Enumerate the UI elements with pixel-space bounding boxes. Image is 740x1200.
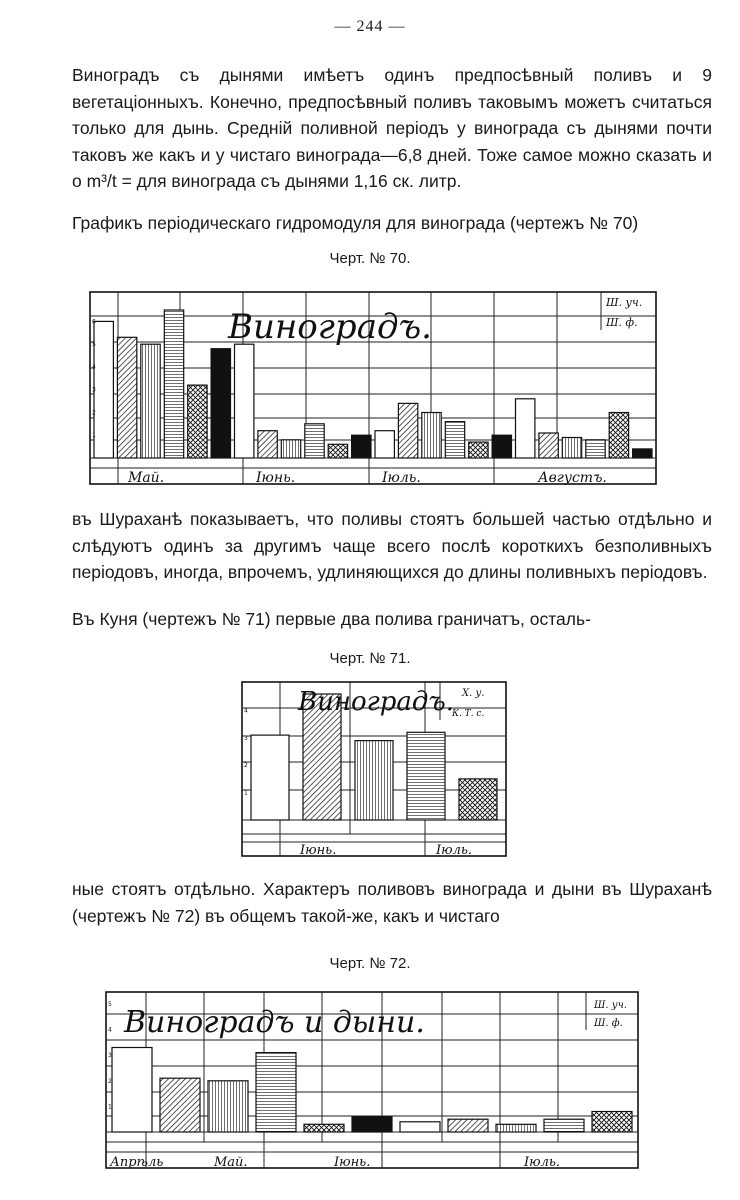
chart-72-bar-2	[160, 1078, 200, 1132]
chart-72-bar-3	[208, 1081, 248, 1132]
chart-70-corner-bottom: Ш. ф.	[606, 316, 638, 329]
chart-72-bar-5	[304, 1124, 344, 1132]
chart-70-bar-20	[539, 433, 558, 458]
chart-72-ytick-3: 3	[108, 1052, 112, 1060]
chart-71-bar-5	[459, 779, 497, 820]
chart-figure-72	[104, 990, 642, 1174]
chart-72-ytick-4: 4	[108, 1026, 112, 1034]
chart-70-bar-10	[305, 424, 324, 458]
chart-70-ytick-1: 1	[92, 432, 96, 440]
chart-71-ytick-4: 4	[244, 707, 248, 715]
chart-70-bar-8	[258, 431, 277, 458]
paragraph-5: ные стоятъ отдѣльно. Характеръ поливовъ винограда и дыни въ Шураханѣ (чертежъ № 72) въ общемъ такой-же, какъ и чистаго	[72, 879, 712, 926]
chart-72-bar-6	[352, 1117, 392, 1132]
chart-70-bar-19	[516, 399, 535, 458]
chart-72-ytick-2: 2	[108, 1077, 112, 1085]
chart-70-bar-1	[94, 321, 113, 458]
chart-figure-70	[88, 290, 660, 490]
chart-72-month-june: Іюнь.	[334, 1155, 371, 1170]
chart-71-title: Виноградъ.	[298, 687, 454, 717]
paragraph-3: въ Шураханѣ показываетъ, что поливы стоятъ большей частью отдѣльно и слѣдуютъ одинъ за другимъ чаще всего послѣ короткихъ безполивныхъ періодовъ, иногда, впрочемъ, удлиняющихся до длины поливныхъ періодовъ.	[72, 509, 712, 582]
chart-71-corner-top: Х. у.	[462, 688, 485, 699]
chart-70-bar-17	[469, 442, 488, 458]
chart-70-month-may: Май.	[128, 470, 165, 486]
chart-72-bar-10	[544, 1119, 584, 1132]
chart-figure-71	[240, 680, 510, 860]
chart-70-bar-16	[445, 422, 464, 458]
chart-72-month-may: Май.	[214, 1155, 248, 1170]
paragraph-4: Въ Куня (чертежъ № 71) первые два полива граничатъ, осталь-	[72, 609, 591, 629]
chart-72-corner-bottom: Ш. ф.	[594, 1018, 623, 1029]
chart-72-corner-top: Ш. уч.	[594, 1000, 627, 1011]
chart-70-bar-9	[281, 440, 300, 458]
chart-70-month-june: Іюнь.	[256, 470, 296, 486]
chart-70-ytick-2: 2	[92, 409, 96, 417]
chart-70-bar-24	[633, 449, 652, 458]
chart-72-bar-8	[448, 1119, 488, 1132]
chart-70-bar-7	[235, 344, 254, 458]
chart-71-ytick-2: 2	[244, 762, 248, 770]
figure-70-caption: Черт. № 70.	[329, 250, 411, 267]
chart-72-ytick-5: 5	[108, 1001, 112, 1008]
chart-71-yticks	[244, 707, 248, 796]
chart-70-bar-13	[375, 431, 394, 458]
chart-70-title: Виноградъ.	[228, 307, 432, 347]
chart-71-bar-4	[407, 732, 445, 820]
chart-71-corner-bottom: К. Т. с.	[452, 709, 485, 719]
chart-70-ytick-6: 6	[92, 318, 96, 326]
chart-71-month-june: Іюнь.	[300, 843, 337, 858]
chart-72-title: Виноградъ и дыни.	[124, 1005, 425, 1040]
figure-71-caption: Черт. № 71.	[329, 650, 411, 667]
chart-72-month-april: Апрѣль	[110, 1155, 164, 1170]
chart-70-bar-12	[352, 435, 371, 458]
chart-70-bar-5	[188, 385, 207, 458]
chart-70-bar-6	[211, 349, 230, 458]
chart-70-bar-23	[609, 413, 628, 459]
paragraph-2: Графикъ періодическаго гидромодуля для винограда (чертежъ № 70)	[72, 213, 639, 233]
figure-72-caption: Черт. № 72.	[329, 955, 411, 972]
chart-72-bar-7	[400, 1122, 440, 1132]
chart-70-month-july: Іюль.	[382, 470, 421, 486]
chart-71-bar-3	[355, 741, 393, 820]
chart-70-ytick-5: 5	[92, 341, 96, 349]
chart-72-bar-4	[256, 1053, 296, 1132]
chart-71-bar-1	[251, 735, 289, 820]
chart-70-bar-15	[422, 413, 441, 459]
chart-72-month-july: Іюль.	[524, 1155, 561, 1170]
chart-70-ytick-4: 4	[92, 363, 96, 371]
page-number: — 244 —	[334, 18, 406, 35]
chart-70-bar-18	[492, 435, 511, 458]
chart-71-ytick-1: 1	[244, 789, 248, 797]
chart-70-bar-2	[117, 337, 136, 458]
chart-70-bar-21	[562, 438, 581, 459]
chart-70-corner-top: Ш. уч.	[606, 296, 643, 309]
chart-70-bar-22	[586, 440, 605, 458]
chart-70-bar-11	[328, 444, 347, 458]
chart-72-bars	[112, 1048, 632, 1133]
chart-72-bar-1	[112, 1048, 152, 1133]
chart-70-bar-4	[164, 310, 183, 458]
chart-72-bar-9	[496, 1124, 536, 1132]
chart-71-month-july: Іюль.	[436, 843, 473, 858]
chart-72-bar-11	[592, 1112, 632, 1133]
chart-70-month-august: Августъ.	[538, 470, 607, 486]
chart-71-ytick-3: 3	[244, 734, 248, 742]
chart-72-ytick-1: 1	[108, 1103, 112, 1111]
paragraph-1: Виноградъ съ дынями имѣетъ одинъ предпосѣвный поливъ и 9 вегетаціонныхъ. Конечно, предпосѣвный поливъ таковымъ можетъ считаться только для дынь. Средній поливной періодъ у винограда съ дынями почти таковъ же какъ и у чистаго винограда—6,8 дней. Тоже самое можно сказать и о m³/t = для винограда съ дынями 1,16 ск. литр.	[72, 65, 712, 191]
chart-70-bar-14	[398, 403, 417, 458]
chart-70-ytick-3: 3	[92, 386, 96, 394]
chart-70-bar-3	[141, 344, 160, 458]
